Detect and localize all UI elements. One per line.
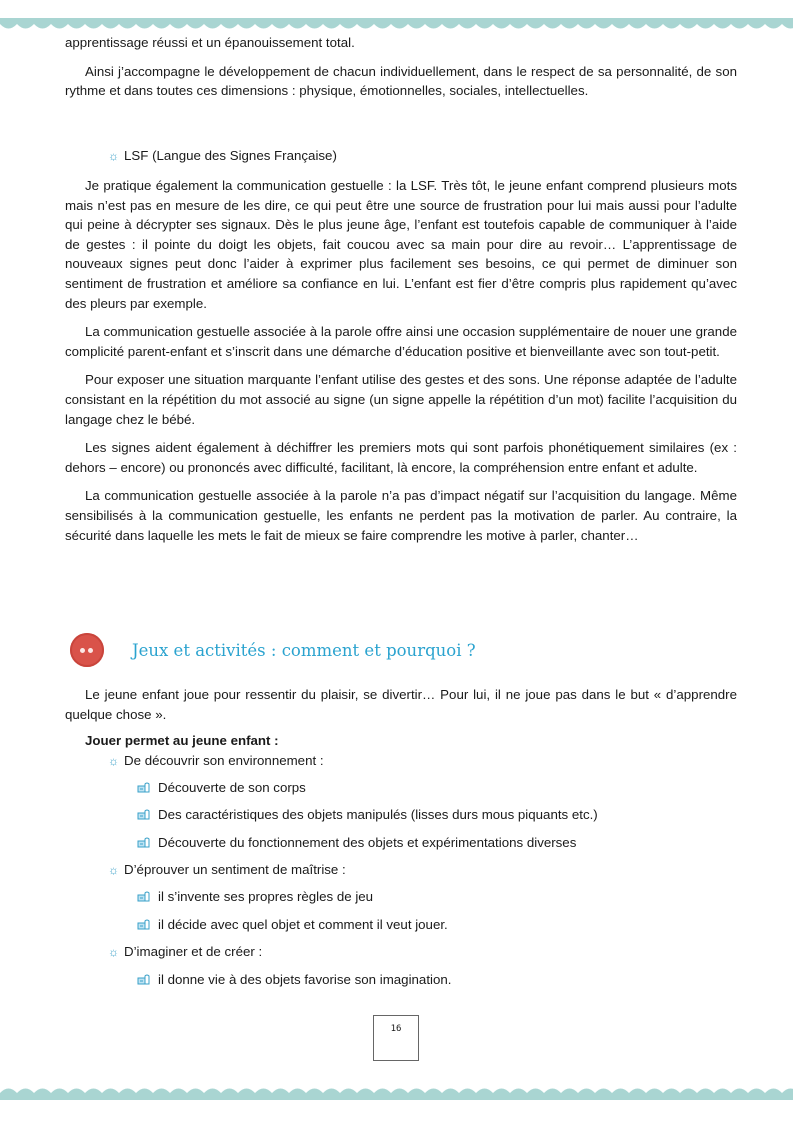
paragraph: Je pratique également la communication gestuelle : la LSF. Très tôt, le jeune enfant comprend plusieurs mots mais n’est pas en mesure de les dire, ce qui peut être une source de frustration pour lui mais aussi pour l’adulte qui peine à décrypter ses signaux. Dès le plus jeune âge, l’enfant est toutefois capable de communiquer à l’aide de gestes : il pointe du doigt les objets, fait coucou avec sa main pour dire au revoir… L’apprentissage de nouveaux signes peut donc l’aider à exprimer plus facilement ses besoins, ce qui permet de diminuer son sentiment de frustration et améliore sa confiance en lui. L’enfant est fier d’être compris plus rapidement qu’avec des pleurs par exemple. — [65, 178, 737, 311]
pointing-hand-icon — [137, 809, 153, 821]
lsf-subheading — [108, 148, 337, 163]
group-title: D’éprouver un sentiment de maîtrise : — [124, 862, 346, 877]
bottom-scalloped-border — [0, 1084, 793, 1100]
group-title: D’imaginer et de créer : — [124, 944, 263, 959]
section-intro — [65, 33, 737, 101]
pointing-hand-icon — [137, 919, 153, 931]
list-item — [137, 807, 598, 822]
paragraph: Le jeune enfant joue pour ressentir du plaisir, se divertir… Pour lui, il ne joue pas dans le but « d’apprendre quelque chose ». — [65, 687, 737, 722]
pointing-hand-icon — [137, 974, 153, 986]
paragraph: apprentissage réussi et un épanouissement total. — [65, 35, 355, 50]
section-title: Jeux et activités : comment et pourquoi ? — [132, 640, 476, 660]
top-scalloped-border — [0, 18, 793, 34]
paragraph: Les signes aident également à déchiffrer les premiers mots qui sont parfois phonétiquement similaires (ex : dehors – encore) ou prononcés avec difficulté, facilitant, là encore, la compréhension entre enfant et adulte. — [65, 440, 737, 475]
section-lsf — [65, 176, 737, 545]
list-item — [137, 972, 451, 987]
section-jeux-intro — [65, 685, 737, 724]
group-title: De découvrir son environnement : — [124, 753, 324, 768]
page-number: 16 — [390, 1024, 402, 1034]
cs-ornament-icon: ☼ — [108, 753, 118, 768]
paragraph: Ainsi j’accompagne le développement de chacun individuellement, dans le respect de sa personnalité, de son rythme et dans toutes ces dimensions : physique, émotionnelles, sociales, intellectuelles. — [65, 63, 737, 99]
list-item-group — [108, 862, 346, 877]
list-item — [137, 889, 373, 904]
list-item-group — [108, 753, 324, 768]
list-item-group — [108, 944, 262, 959]
list-item — [137, 780, 306, 795]
list-item-text: il s’invente ses propres règles de jeu — [158, 889, 374, 904]
cs-ornament-icon: ☼ — [108, 148, 118, 163]
lsf-title: LSF (Langue des Signes Française) — [124, 148, 337, 163]
sewing-button-icon — [70, 633, 104, 667]
paragraph: Pour exposer une situation marquante l’enfant utilise des gestes et des sons. Une réponse adaptée de l’adulte consistant en la répétition du mot associé au signe (un signe appelle la répétition d’un mot) facilite l’acquisition du langage chez le bébé. — [65, 372, 737, 427]
paragraph: La communication gestuelle associée à la parole offre ainsi une occasion supplémentaire de nouer une grande complicité parent-enfant et s’inscrit dans une démarche d’éducation positive et bienveillante avec son tout-petit. — [65, 324, 737, 359]
list-item-text: Découverte de son corps — [158, 780, 306, 795]
cs-ornament-icon: ☼ — [108, 944, 118, 959]
cs-ornament-icon: ☼ — [108, 862, 118, 877]
list-item-text: Découverte du fonctionnement des objets et expérimentations diverses — [158, 835, 577, 850]
list-label: Jouer permet au jeune enfant : — [85, 733, 279, 748]
list-item-text: il donne vie à des objets favorise son imagination. — [158, 972, 452, 987]
pointing-hand-icon — [137, 891, 153, 903]
list-item — [137, 917, 448, 932]
page-number-box — [373, 1015, 419, 1061]
pointing-hand-icon — [137, 837, 153, 849]
list-item-text: il décide avec quel objet et comment il veut jouer. — [158, 917, 448, 932]
pointing-hand-icon — [137, 782, 153, 794]
section-heading — [70, 633, 476, 667]
list-item — [137, 835, 576, 850]
paragraph: La communication gestuelle associée à la parole n’a pas d’impact négatif sur l’acquisition du langage. Même sensibilisés à la communication gestuelle, les enfants ne perdent pas la motivation de parler. Au contraire, la sécurité dans laquelle les mets le fait de mieux se faire comprendre les motive à parler, chanter… — [65, 488, 737, 543]
list-item-text: Des caractéristiques des objets manipulés (lisses durs mous piquants etc.) — [158, 807, 598, 822]
